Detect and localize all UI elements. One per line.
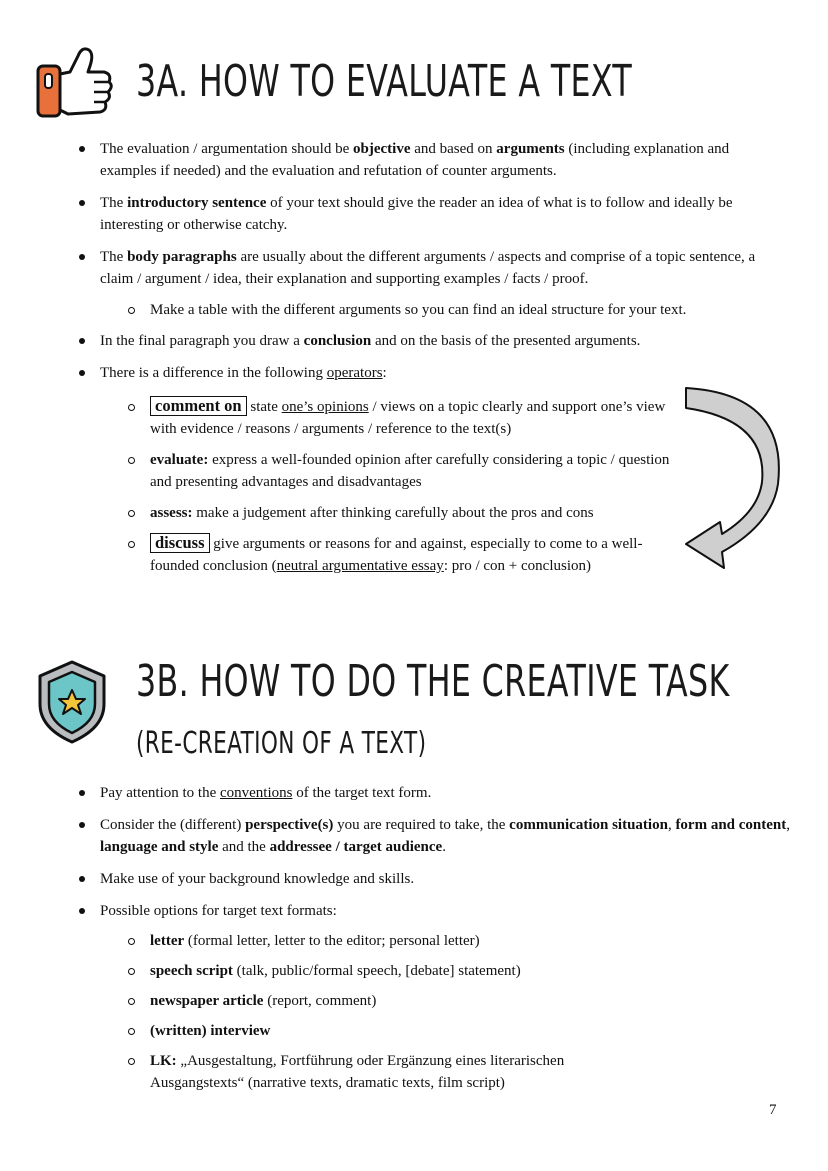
list-item: Pay attention to the conventions of the target text form. [100,782,790,804]
shield-star-icon [36,660,108,744]
list-item: evaluate: express a well-founded opinion after carefully considering a topic / question and presenting advantages and disadvantages [150,449,680,493]
list-item: The introductory sentence of your text should give the reader an idea of what is to follow and ideally be interesting or otherwise catchy. [100,192,780,236]
section-a-title: 3A. HOW TO EVALUATE A TEXT [136,56,633,107]
list-item: There is a difference in the following operators: [100,362,780,384]
list-item: Make use of your background knowledge and skills. [100,868,790,890]
thumbs-up-icon [34,44,116,122]
list-item: Possible options for target text formats: [100,900,790,922]
list-item: LK: „Ausgestaltung, Fortführung oder Ergänzung eines literarischen Ausgangstexts“ (narrative texts, dramatic texts, film script) [150,1050,620,1094]
list-item: (written) interview [150,1020,670,1042]
section-b-title: 3B. HOW TO DO THE CREATIVE TASK [136,656,730,707]
list-item: Consider the (different) perspective(s) you are required to take, the communication situation, form and content, language and style and the addressee / target audience. [100,814,790,858]
page-number: 7 [769,1102,777,1118]
formats-list [150,930,670,1094]
list-item: speech script (talk, public/formal speech, [debate] statement) [150,960,670,982]
list-item: assess: make a judgement after thinking carefully about the pros and cons [150,502,680,524]
list-item: Make a table with the different arguments so you can find an ideal structure for your text. [150,299,780,321]
list-item: newspaper article (report, comment) [150,990,670,1012]
list-item: discuss give arguments or reasons for and against, especially to come to a well-founded conclusion (neutral argumentative essay: pro / con + conclusion) [150,533,680,577]
curved-arrow-icon [680,384,790,579]
operators-list [150,396,680,577]
list-item: The body paragraphs are usually about the different arguments / aspects and comprise of a topic sentence, a claim / argument / idea, their explanation and supporting examples / facts / proof. [100,246,780,290]
list-item: The evaluation / argumentation should be objective and based on arguments (including explanation and examples if needed) and the evaluation and refutation of counter arguments. [100,138,780,182]
section-b-bullets [100,782,790,922]
section-b-subtitle: (RE-CREATION OF A TEXT) [136,726,427,761]
list-item: In the final paragraph you draw a conclusion and on the basis of the presented arguments. [100,330,780,352]
section-a-bullets [100,138,780,384]
list-item: letter (formal letter, letter to the editor; personal letter) [150,930,670,952]
list-item: comment on state one’s opinions / views on a topic clearly and support one’s view with evidence / reasons / arguments / reference to the text(s) [150,396,680,440]
